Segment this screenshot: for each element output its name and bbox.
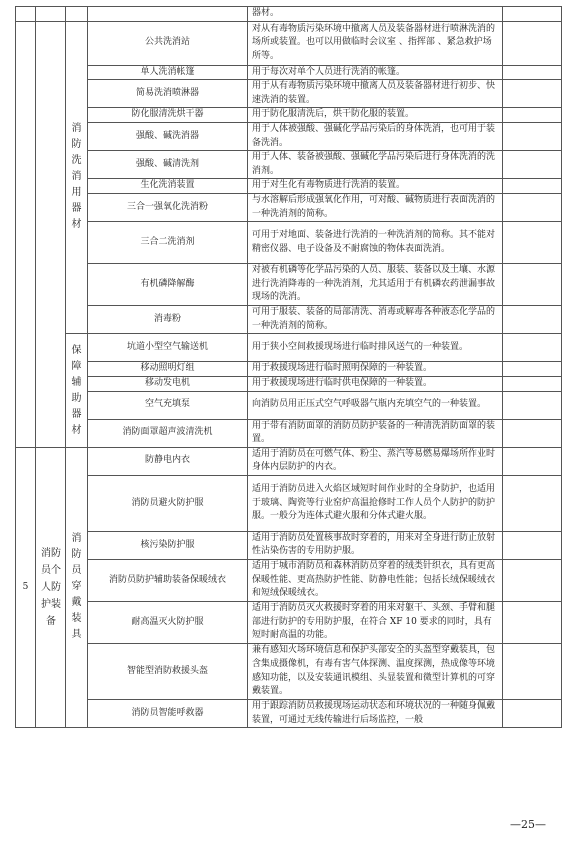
subcategory-label [66,334,88,447]
item-description: 用于跟踪消防员救援现场运动状态和环境状况的一种随身佩戴装置，可通过无线传输进行后场监控，一般 [248,700,503,728]
table-row [16,264,562,306]
item-name: 防静电内衣 [88,447,248,475]
item-name: 强酸、碱洗消器 [88,122,248,150]
table-row [16,80,562,108]
item-name: 有机磷降解酶 [88,264,248,306]
item-name: 简易洗消喷淋器 [88,80,248,108]
item-description: 器材。 [248,7,503,22]
item-description: 适用于城市消防员和森林消防员穿着的绒类针织衣，具有更高保暖性能、更高热防护性能、防静电性能；包括长绒保暖绒衣和短绒保暖绒衣。 [248,560,503,602]
category-label [36,447,66,728]
item-name: 核污染防护服 [88,531,248,559]
table-row [16,475,562,531]
table-row [16,376,562,391]
table-row [16,447,562,475]
item-description: 与水溶解后形成强氧化作用，可对酸、碱物质进行表面洗消的一种洗消剂的简称。 [248,193,503,221]
item-description: 用于每次对单个人员进行洗消的帐篷。 [248,65,503,80]
table-row [16,602,562,644]
category-text: 消防员个人防护装备 [41,547,61,627]
table-row [16,362,562,377]
subcategory-text: 消防洗消用器材 [71,123,82,231]
item-description: 适用于消防员灭火救援时穿着的用来对躯干、头颈、手臂和腿部进行防护的专用防护服，在符合 XF 10 要求的同时，具有短时耐高温的功能。 [248,602,503,644]
table-row [16,108,562,123]
item-name: 消防员防护辅助装备保暖绒衣 [88,560,248,602]
item-description: 可用于服装、装备的局部清洗、消毒或解毒各种液态化学品的一种洗消剂的简称。 [248,306,503,334]
item-description: 用于防化服清洗后，烘干防化服的装置。 [248,108,503,123]
table-row [16,65,562,80]
item-name: 三合一强氧化洗消粉 [88,193,248,221]
item-name: 单人洗消帐篷 [88,65,248,80]
item-description: 适用于消防员在可燃气体、粉尘、蒸汽等易燃易爆场所作业时身体内层防护的内衣。 [248,447,503,475]
table-row [16,193,562,221]
table-row [16,122,562,150]
item-description: 用于对生化有毒物质进行洗消的装置。 [248,179,503,194]
table-row [16,644,562,700]
item-name: 移动发电机 [88,376,248,391]
item-name: 空气充填泵 [88,391,248,419]
item-description: 对被有机磷等化学品污染的人员、服装、装备以及土壤、水源进行洗消降毒的一种洗消剂，尤其适用于有机磷农药泄漏事故现场的洗消。 [248,264,503,306]
item-name: 耐高温灭火防护服 [88,602,248,644]
table-row [16,419,562,447]
page-number: —25— [510,818,546,831]
table-row [16,179,562,194]
table-row [16,560,562,602]
item-description: 适用于消防员处置核事故时穿着的，用来对全身进行防止放射性沾染伤害的专用防护服。 [248,531,503,559]
item-name: 三合二洗消剂 [88,222,248,264]
item-description: 对从有毒物质污染环境中撤离人员及装备器材进行喷淋洗消的场所或装置。也可以用做临时会议室 、指挥部 、紧急救护场所等。 [248,21,503,65]
item-name: 移动照明灯组 [88,362,248,377]
item-name: 生化洗消装置 [88,179,248,194]
table-row [16,7,562,22]
item-description: 用于狭小空间救援现场进行临时排风送气的一种装置。 [248,334,503,362]
item-description: 可用于对地面、装备进行洗消的一种洗消剂的简称。其不能对精密仪器、电子设备及不耐腐蚀的物体表面洗消。 [248,222,503,264]
subcategory-text: 消防员穿戴装具 [71,533,82,641]
subcategory-label [66,21,88,334]
item-name: 坑道小型空气输送机 [88,334,248,362]
item-name: 公共洗消站 [88,21,248,65]
item-description: 用于救援现场进行临时供电保障的一种装置。 [248,376,503,391]
table-row [16,700,562,728]
item-name: 消防员智能呼救器 [88,700,248,728]
item-description: 用于人体被强酸、强碱化学品污染后的身体洗消，也可用于装备洗消。 [248,122,503,150]
subcategory-text: 保障辅助器材 [71,344,82,436]
item-name: 强酸、碱清洗剂 [88,151,248,179]
table-row [16,151,562,179]
item-name: 消防面罩超声波清洗机 [88,419,248,447]
item-name: 智能型消防救援头盔 [88,644,248,700]
row-number: 5 [16,447,36,728]
table-row [16,391,562,419]
table-row [16,531,562,559]
subcategory-label [66,447,88,728]
item-description: 适用于消防员进入火焰区域短时间作业时的全身防护，也适用于玻璃、陶瓷等行业窑炉高温抢修时工作人员个人防护的防护服。一般分为连体式避火服和分体式避火服。 [248,475,503,531]
table-row [16,222,562,264]
item-name: 消防员避火防护服 [88,475,248,531]
item-name: 消毒粉 [88,306,248,334]
item-name: 防化服清洗烘干器 [88,108,248,123]
table-row [16,334,562,362]
equipment-table [15,6,562,728]
item-description: 兼有感知火场环境信息和保护头部安全的头盔型穿戴装具，包含集成摄像机，有毒有害气体探测、温度探测，热成像等环境感知功能，以及安装通讯模组、头显装置和微型计算机的可穿戴装置。 [248,644,503,700]
item-description: 向消防员用正压式空气呼吸器气瓶内充填空气的一种装置。 [248,391,503,419]
table-row [16,21,562,65]
item-description: 用于带有消防面罩的消防员防护装备的一种清洗消防面罩的装置。 [248,419,503,447]
item-description: 用于救援现场进行临时照明保障的一种装置。 [248,362,503,377]
item-description: 用于从有毒物质污染环境中撤离人员及装备器材进行初步、快速洗消的装置。 [248,80,503,108]
table-row [16,306,562,334]
item-description: 用于人体、装备被强酸、强碱化学品污染后进行身体洗消的洗消剂。 [248,151,503,179]
